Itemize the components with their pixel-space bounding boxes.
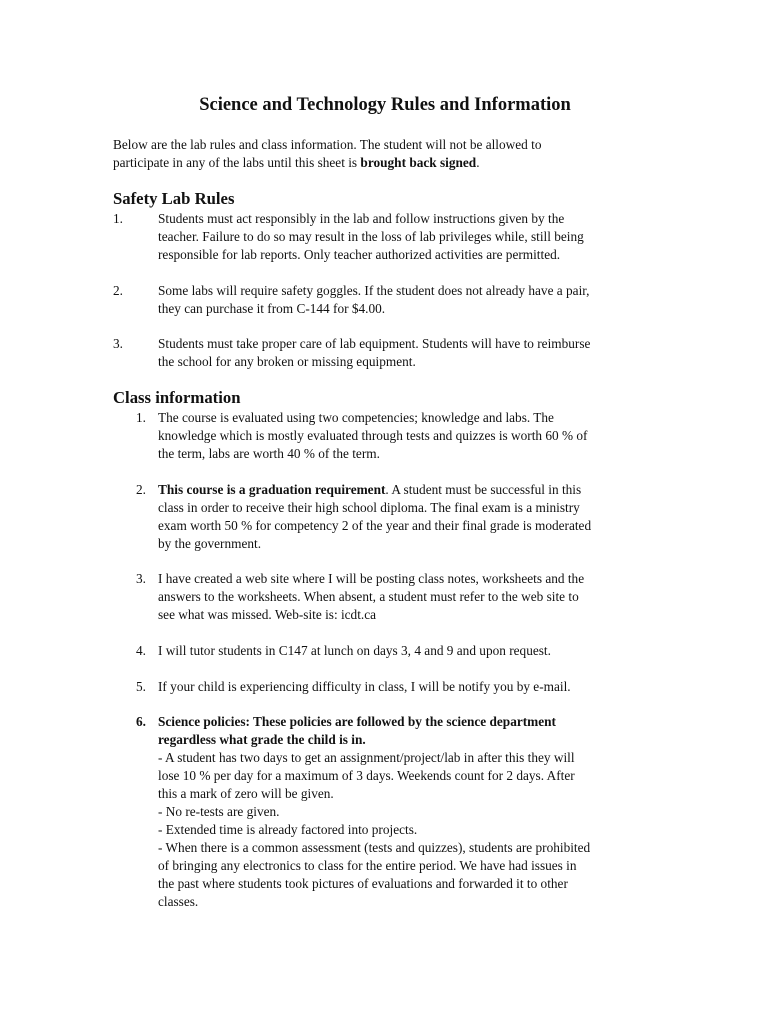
list-item-bold-number: 6. [136, 714, 146, 729]
list-item-line: - When there is a common assessment (tests and quizzes), students are prohibited [158, 840, 591, 855]
intro-line [113, 154, 480, 172]
list-item-line [158, 731, 366, 749]
list-item-line: see what was missed. Web-site is: icdt.ca [158, 607, 377, 622]
list-item-line: Students must take proper care of lab equipment. Students will have to reimburse [158, 336, 591, 351]
list-item-line: the school for any broken or missing equipment. [158, 354, 416, 369]
list-item-line: class in order to receive their high school diploma. The final exam is a ministry [158, 500, 580, 515]
list-item-line: this a mark of zero will be given. [158, 786, 334, 801]
list-item-number: 2. [136, 482, 146, 497]
list-item-number: 3. [113, 336, 123, 351]
list-item-line [158, 481, 581, 499]
list-item-line: - Extended time is already factored into projects. [158, 822, 418, 837]
list-item-line: of bringing any electronics to class for the entire period. We have had issues in [158, 858, 577, 873]
list-item-line: I have created a web site where I will be posting class notes, worksheets and the [158, 571, 585, 586]
list-item-number: 3. [136, 571, 146, 586]
list-item-line: teacher. Failure to do so may result in the loss of lab privileges while, still being [158, 229, 584, 244]
list-item-text: . A student must be successful in this [385, 482, 582, 497]
list-item-line: answers to the worksheets. When absent, a student must refer to the web site to [158, 589, 579, 604]
list-item-bold-text: regardless what grade the child is in. [158, 732, 366, 747]
intro-line: Below are the lab rules and class information. The student will not be allowed to [113, 137, 542, 152]
list-item-line: the term, labs are worth 40 % of the term. [158, 446, 380, 461]
list-item-line: Some labs will require safety goggles. If the student does not already have a pair, [158, 283, 590, 298]
list-item-line [158, 713, 556, 731]
list-item-line: classes. [158, 894, 199, 909]
list-item-number [136, 713, 146, 731]
list-item-number: 1. [113, 211, 123, 226]
list-item-bold-text: Science policies: These policies are followed by the science department [158, 714, 556, 729]
list-item-line: - No re-tests are given. [158, 804, 280, 819]
intro-text: participate in any of the labs until this sheet is [113, 155, 361, 170]
section-heading-safety: Safety Lab Rules [113, 189, 235, 208]
list-item-number: 4. [136, 643, 146, 658]
list-item-line: The course is evaluated using two competencies; knowledge and labs. The [158, 410, 554, 425]
list-item-line: by the government. [158, 536, 262, 551]
list-item-line: knowledge which is mostly evaluated through tests and quizzes is worth 60 % of [158, 428, 588, 443]
list-item-line: responsible for lab reports. Only teacher authorized activities are permitted. [158, 247, 561, 262]
list-item-line: Students must act responsibly in the lab and follow instructions given by the [158, 211, 565, 226]
list-item-number: 5. [136, 679, 146, 694]
list-item-line: lose 10 % per day for a maximum of 3 days. Weekends count for 2 days. After [158, 768, 575, 783]
list-item-line: - A student has two days to get an assignment/project/lab in after this they will [158, 750, 575, 765]
list-item-line: I will tutor students in C147 at lunch on days 3, 4 and 9 and upon request. [158, 643, 551, 658]
document-title: Science and Technology Rules and Information [199, 95, 571, 115]
list-item-line: exam worth 50 % for competency 2 of the year and their final grade is moderated [158, 518, 592, 533]
list-item-line: they can purchase it from C-144 for $4.00. [158, 301, 386, 316]
intro-bold-text: brought back signed [360, 155, 477, 170]
section-heading-class-info: Class information [113, 388, 241, 407]
list-item-line: the past where students took pictures of evaluations and forwarded it to other [158, 876, 568, 891]
list-item-line: If your child is experiencing difficulty in class, I will be notify you by e-mail. [158, 679, 571, 694]
list-item-bold-text: This course is a graduation requirement [158, 482, 386, 497]
list-item-number: 1. [136, 410, 146, 425]
intro-text: . [476, 155, 480, 170]
list-item-number: 2. [113, 283, 123, 298]
